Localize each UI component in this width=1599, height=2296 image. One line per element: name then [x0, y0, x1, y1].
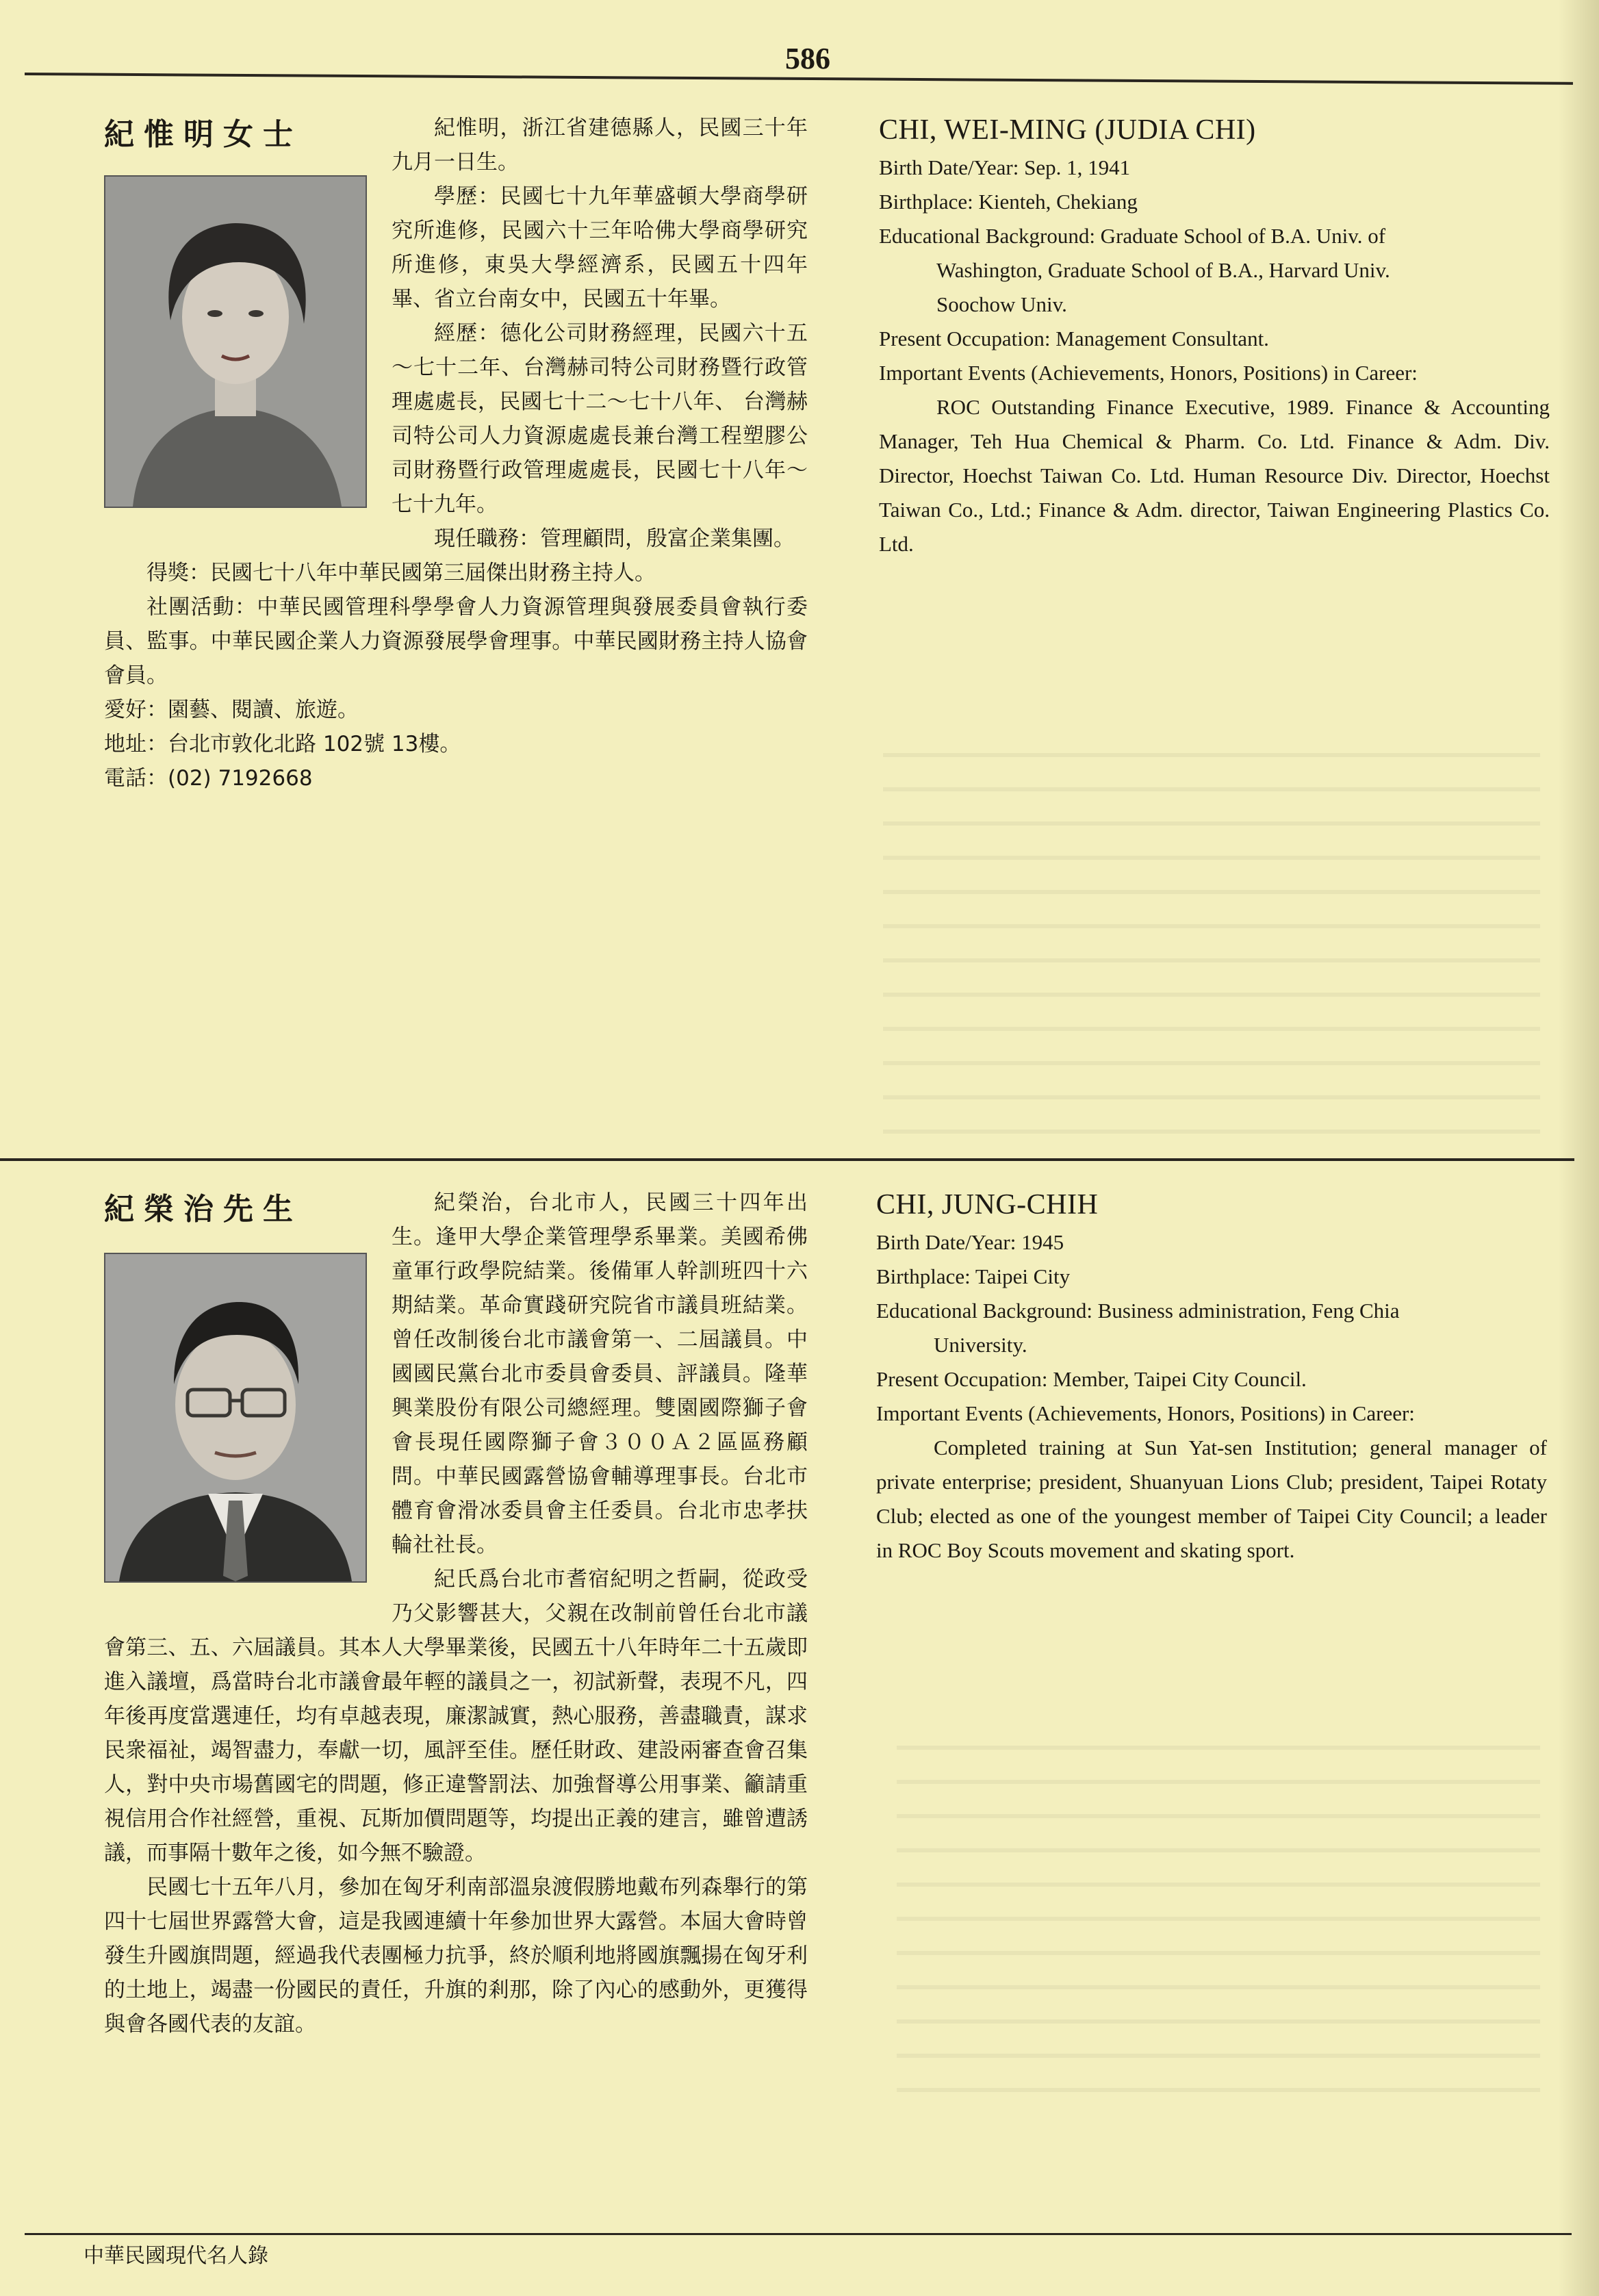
entry-1-name-zh: 紀惟明女士 — [104, 117, 303, 152]
entry-1-en-birthplace: Birthplace: Kienteh, Chekiang — [879, 190, 1138, 214]
entry-1-en-events-label: Important Events (Achievements, Honors, Positions) in Career: — [879, 361, 1418, 385]
entry-1-en-education-cont: Washington, Graduate School of B.A., Harvard Univ. — [936, 258, 1390, 282]
entry-1-zh-address: 地址：台北市敦化北路 102號 13樓。 — [104, 732, 461, 756]
entry-1-en-birth: Birth Date/Year: Sep. 1, 1941 — [879, 155, 1131, 179]
entry-1-zh-hobbies: 愛好：園藝、閱讀、旅遊。 — [104, 698, 359, 722]
entry-2-en-bio — [876, 1186, 1547, 1568]
footer-rule — [25, 2233, 1572, 2235]
entry-1-zh-awards: 得獎：民國七十八年中華民國第三屆傑出財務主持人。 — [146, 561, 656, 585]
bleed-through-texture-2 — [897, 1746, 1540, 2102]
entry-2-zh-bio — [104, 1186, 808, 2041]
entry-2-en-education-cont: University. — [934, 1333, 1027, 1357]
entry-2-zh-career: 紀氏爲台北市耆宿紀明之哲嗣，從政受乃父影響甚大，父親在改制前曾任台北市議會第三、五、六屆議員。其本人大學畢業後，民國五十八年時年二十五歲即進入議壇，爲當時台北市議會最年輕的議員之一，初試新聲，表現不凡，四年後再度當選連任，均有卓越表現，廉潔誠實，熱心服務，善盡職責，謀求民衆福祉，竭智盡力，奉獻一切，風評至佳。歷任財政、建設兩審查會召集人，對中央市場舊國宅的問題，修正違警罰法、加強督導公用事業、籲請重視信用合作社經營，重視、瓦斯加價問題等，均提出正義的建言，雖曾遭誘議，而事隔十數年之後，如今無不驗證。 — [104, 1567, 808, 1865]
entry-2-en-name: CHI, JUNG-CHIH — [876, 1189, 1099, 1221]
entry-1-zh-occupation: 現任職務：管理顧問，殷富企業集團。 — [434, 526, 795, 551]
entry-1-zh-education: 學歷：民國七十九年華盛頓大學商學研究所進修，民國六十三年哈佛大學商學研究所進修，東吳大學經濟系，民國五十四年畢、省立台南女中，民國五十年畢。 — [392, 184, 808, 311]
entry-2-en-events-label: Important Events (Achievements, Honors, Positions) in Career: — [876, 1401, 1415, 1425]
page-edge-shadow — [1558, 0, 1599, 2296]
entry-2-en-birthplace: Birthplace: Taipei City — [876, 1264, 1071, 1288]
photo-float-spacer — [104, 1186, 392, 1602]
entry-2-name-zh: 紀榮治先生 — [104, 1192, 303, 1227]
footer-book-title: 中華民國現代名人錄 — [84, 2244, 268, 2268]
entry-2-en-events: Completed training at Sun Yat-sen Institution; general manager of private enterprise; president, Shuanyuan Lions Club; president, Taipei Rotaty Club; elected as one of the youngest member of Taipei City Council; a leader in ROC Boy Scouts movement and skating sport. — [876, 1436, 1547, 1562]
entry-1-zh-activities: 社團活動：中華民國管理科學學會人力資源管理與發展委員會執行委員、監事。中華民國企業人力資源發展學會理事。中華民國財務主持人協會會員。 — [104, 595, 808, 688]
entry-1-en-bio — [879, 111, 1550, 561]
entry-1-en-education-cont-2: Soochow Univ. — [936, 292, 1067, 316]
photo-float-spacer — [104, 111, 392, 530]
entry-1-zh-experience: 經歷：德化公司財務經理，民國六十五～七十二年、台灣赫司特公司財務暨行政管理處處長，民國七十二～七十八年、 台灣赫司特公司人力資源處處長兼台灣工程塑膠公司財務暨行政管理處處長，民國七十八年～七十九年。 — [392, 321, 808, 517]
entry-divider-rule — [0, 1158, 1574, 1161]
entry-1-zh-phone: 電話：(02) 7192668 — [104, 766, 313, 791]
entry-1-en-education: Educational Background: Graduate School of B.A. Univ. of — [879, 224, 1386, 248]
entry-1-en-occupation: Present Occupation: Management Consultant. — [879, 327, 1269, 350]
page-number: 586 — [785, 42, 830, 75]
entry-2-zh-scouting: 民國七十五年八月，參加在匈牙利南部溫泉渡假勝地戴布列森舉行的第四十七屆世界露營大會，這是我國連續十年參加世界大露營。本屆大會時曾發生升國旗問題，經過我代表團極力抗爭，終於順利地將國旗飄揚在匈牙利的土地上，竭盡一份國民的責任，升旗的剎那，除了內心的感動外，更獲得與會各國代表的友誼。 — [104, 1875, 808, 2037]
entry-1-en-name: CHI, WEI-MING (JUDIA CHI) — [879, 114, 1256, 146]
bleed-through-texture — [883, 753, 1540, 1136]
entry-2-en-birth: Birth Date/Year: 1945 — [876, 1230, 1064, 1254]
entry-2-zh-intro: 紀榮治，台北市人，民國三十四年出生。逢甲大學企業管理學系畢業。美國希佛童軍行政學院結業。後備軍人幹訓班四十六期結業。革命實踐研究院省市議員班結業。曾任改制後台北市議會第一、二屆議員。中國國民黨台北市委員會委員、評議員。隆華興業股份有限公司總經理。雙園國際獅子會會長現任國際獅子會３００Ａ２區區務顧問。中華民國露營協會輔導理事長。台北市體育會滑冰委員會主任委員。台北市忠孝扶輪社社長。 — [392, 1190, 808, 1557]
entry-2-en-occupation: Present Occupation: Member, Taipei City Council. — [876, 1367, 1307, 1391]
entry-1-zh-bio — [104, 111, 808, 795]
entry-1-en-events: ROC Outstanding Finance Executive, 1989. Finance & Accounting Manager, Teh Hua Chemical & Pharm. Co. Ltd. Finance & Adm. Div. Director, Hoechst Taiwan Co. Ltd. Human Resource Div. Director, Hoechst Taiwan Co., Ltd.; Finance & Adm. director, Taiwan Engineering Plastics Co. Ltd. — [879, 395, 1550, 556]
entry-2-en-education: Educational Background: Business administration, Feng Chia — [876, 1299, 1400, 1323]
entry-1-zh-intro: 紀惟明，浙江省建德縣人，民國三十年九月一日生。 — [392, 116, 808, 175]
